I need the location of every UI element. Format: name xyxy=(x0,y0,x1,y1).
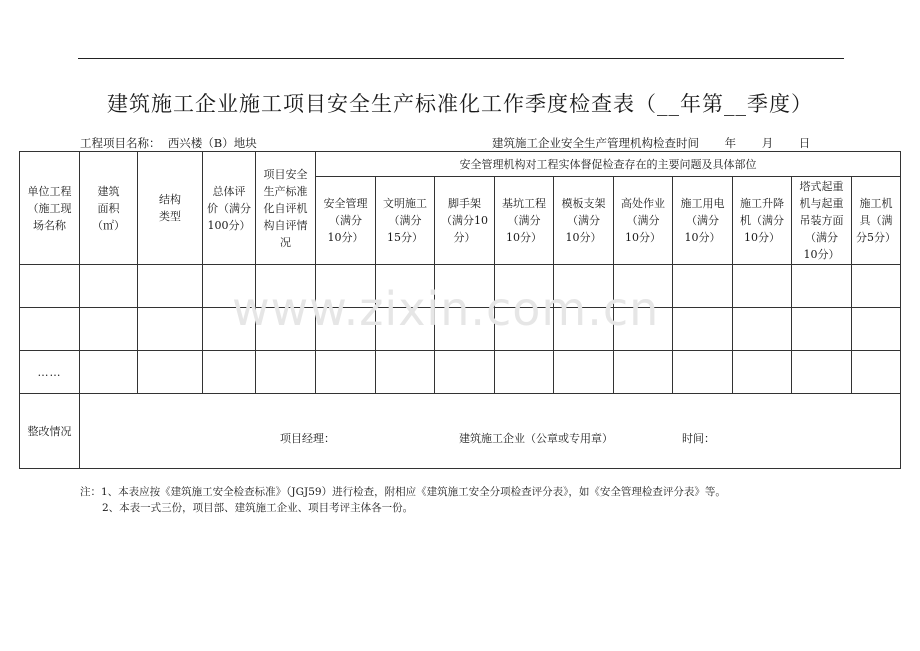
ellipsis-cell: …… xyxy=(20,351,80,394)
project-manager-label: 项目经理： xyxy=(280,432,335,445)
note-2: 2、本表一式三份，项目部、建筑施工企业、项目考评主体各一份。 xyxy=(102,502,414,514)
header-safety-mgmt: 安全管理 （满分 10分） xyxy=(316,177,376,265)
project-name-label: 工程项目名称： xyxy=(80,136,161,150)
check-time-line xyxy=(492,135,810,151)
header-work-at-height: 高处作业 （满分 10分） xyxy=(614,177,673,265)
check-year-label: 年 xyxy=(724,136,737,150)
header-tower-crane: 塔式起重 机与起重 吊装方面 （满分 10分） xyxy=(792,177,852,265)
note-1: 注：1、本表应按《建筑施工安全检查标准》（JGJ59）进行检查，附相应《建筑施工安全分项检查评分表》，如《安全管理检查评分表》等。 xyxy=(80,486,726,498)
header-structure: 结构 类型 xyxy=(138,152,203,265)
watermark: www.zixin.com.cn xyxy=(232,282,660,336)
header-hoist: 施工升降 机（满分 10分） xyxy=(733,177,792,265)
header-machinery: 施工机 具（满 分5分） xyxy=(852,177,901,265)
header-group-issues: 安全管理机构对工程实体督促检查存在的主要问题及具体部位 xyxy=(316,152,901,177)
remark-label: 整改情况 xyxy=(20,394,80,469)
remark-time-label: 时间： xyxy=(682,432,715,445)
notes xyxy=(80,484,726,516)
header-self-eval: 项目安全 生产标准 化自评机 构自评情 况 xyxy=(256,152,316,265)
table-row xyxy=(20,265,901,308)
header-unit: 单位工程 （施工现 场名称 xyxy=(20,152,80,265)
check-time-label: 建筑施工企业安全生产管理机构检查时间 xyxy=(492,136,699,150)
check-month-label: 月 xyxy=(761,136,774,150)
header-total-score: 总体评 价（满分 100分） xyxy=(203,152,256,265)
top-divider-line xyxy=(78,58,844,59)
project-name-line xyxy=(80,135,257,151)
header-scaffold: 脚手架 （满分10 分） xyxy=(435,177,495,265)
company-seal-label: 建筑施工企业（公章或专用章） xyxy=(459,432,613,445)
table-row xyxy=(20,308,901,351)
header-foundation-pit: 基坑工程 （满分 10分） xyxy=(495,177,554,265)
header-electricity: 施工用电 （满分 10分） xyxy=(673,177,733,265)
header-civilized-construction: 文明施工 （满分 15分） xyxy=(376,177,435,265)
page-title: 建筑施工企业施工项目安全生产标准化工作季度检查表（__年第__季度） xyxy=(107,92,813,116)
inspection-table xyxy=(19,151,901,469)
remark-content xyxy=(80,394,901,469)
header-area: 建筑 面积 （㎡） xyxy=(80,152,138,265)
header-formwork: 模板支架 （满分 10分） xyxy=(554,177,614,265)
table-row xyxy=(20,351,901,394)
project-name-value: 西兴楼（B）地块 xyxy=(167,136,257,150)
check-day-label: 日 xyxy=(798,136,811,150)
